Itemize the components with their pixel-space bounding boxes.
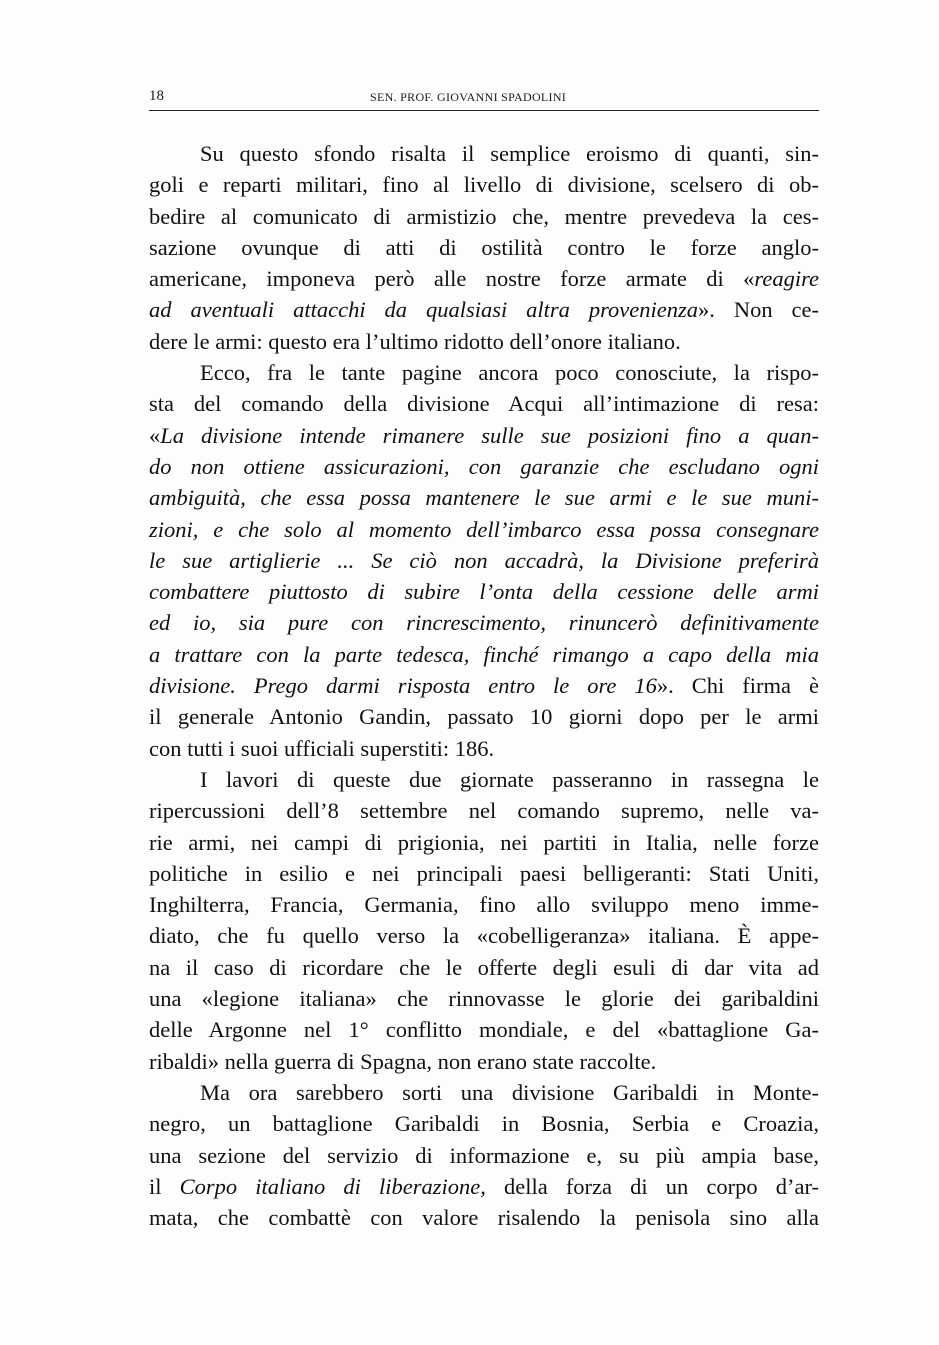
text-line: una «legione italiana» che rinnovasse le glorie dei garibaldini: [149, 986, 819, 1012]
text-line: Ma ora sarebbero sorti una divisione Garibaldi in Monte-: [200, 1079, 819, 1105]
page-number: 18: [149, 88, 164, 104]
text-line: Inghilterra, Francia, Germania, fino allo sviluppo meno imme-: [149, 892, 819, 918]
text-line: combattere piuttosto di subire l’onta della cessione delle armi: [149, 579, 819, 605]
text-line: rie armi, nei campi di prigionia, nei partiti in Italia, nelle forze: [149, 829, 819, 855]
text-line: sta del comando della divisione Acqui all’intimazione di resa:: [149, 391, 819, 417]
text-line: ripercussioni dell’8 settembre nel comando supremo, nelle va-: [149, 798, 819, 824]
text-line: mata, che combattè con valore risalendo la penisola sino alla: [149, 1205, 819, 1231]
text-line: Su questo sfondo risalta il semplice eroismo di quanti, sin-: [200, 141, 819, 166]
text-line: do non ottiene assicurazioni, con garanzie che escludano ogni: [149, 453, 819, 479]
text-line: una sezione del servizio di informazione e, su più ampia base,: [149, 1142, 819, 1168]
text-line: dere le armi: questo era l’ultimo ridotto dell’onore italiano.: [149, 328, 681, 354]
text-line: le sue artiglierie ... Se ciò non accadrà, la Divisione preferirà: [149, 547, 819, 573]
page-header: [149, 88, 819, 111]
body-text: [149, 138, 819, 1233]
text-line: con tutti i suoi ufficiali superstiti: 186.: [149, 735, 495, 761]
text-line: bedire al comunicato di armistizio che, mentre prevedeva la ces-: [149, 203, 819, 229]
text-line: divisione. Prego darmi risposta entro le ore 16». Chi firma è: [149, 673, 819, 699]
text-line: americane, imponeva però alle nostre forze armate di «reagire: [149, 266, 819, 292]
text-line: delle Argonne nel 1° conflitto mondiale, e del «battaglione Ga-: [149, 1017, 819, 1043]
text-line: negro, un battaglione Garibaldi in Bosnia, Serbia e Croazia,: [149, 1111, 819, 1137]
text-line: il Corpo italiano di liberazione, della forza di un corpo d’ar-: [149, 1173, 819, 1199]
text-line: «La divisione intende rimanere sulle sue posizioni fino a quan-: [149, 422, 819, 448]
running-head: SEN. PROF. GIOVANNI SPADOLINI: [370, 90, 567, 104]
text-line: na il caso di ricordare che le offerte degli esuli di dar vita ad: [149, 954, 819, 980]
text-line: Ecco, fra le tante pagine ancora poco conosciute, la rispo-: [200, 360, 819, 386]
text-line: ed io, sia pure con rincrescimento, rinuncerò definitivamente: [149, 610, 819, 636]
text-line: ambiguità, che essa possa mantenere le sue armi e le sue muni-: [149, 485, 819, 511]
text-line: sazione ovunque di atti di ostilità contro le forze anglo-: [149, 234, 819, 260]
text-line: goli e reparti militari, fino al livello di divisione, scelsero di ob-: [149, 172, 819, 198]
text-line: ad aventuali attacchi da qualsiasi altra provenienza». Non ce-: [149, 297, 819, 323]
text-line: I lavori di queste due giornate passeranno in rassegna le: [200, 766, 819, 792]
text-line: ribaldi» nella guerra di Spagna, non erano state raccolte.: [149, 1048, 657, 1074]
text-line: politiche in esilio e nei principali paesi belligeranti: Stati Uniti,: [149, 860, 819, 886]
text-line: a trattare con la parte tedesca, finché rimango a capo della mia: [149, 641, 819, 667]
text-line: il generale Antonio Gandin, passato 10 giorni dopo per le armi: [149, 704, 819, 730]
text-line: zioni, e che solo al momento dell’imbarco essa possa consegnare: [149, 516, 819, 542]
text-line: diato, che fu quello verso la «cobelligeranza» italiana. È appe-: [149, 923, 819, 949]
